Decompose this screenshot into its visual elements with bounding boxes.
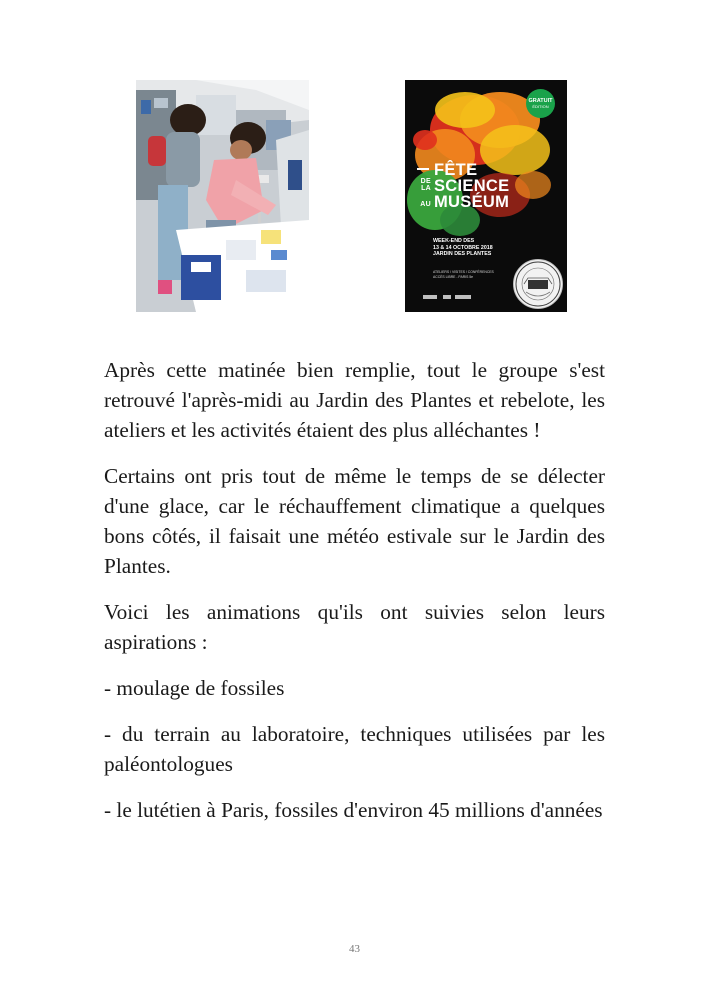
museum-seal-icon	[513, 259, 563, 309]
poster-title-line: FÊTE	[434, 161, 478, 179]
page-number: 43	[349, 943, 360, 955]
free-badge: GRATUIT ÉDITION	[526, 89, 555, 118]
sponsor-logos	[423, 293, 505, 301]
paragraph: Après cette matinée bien remplie, tout le groupe s'est retrouvé l'après-midi au Jardin des Plantes et rebelote, les ateliers et les activités étaient des plus alléchantes !	[104, 358, 605, 442]
paragraph: Certains ont pris tout de même le temps de se délecter d'une glace, car le réchauffement climatique a quelques bons côtés, il faisait une météo estivale sur le Jardin des Plantes.	[104, 464, 605, 578]
list-item: - moulage de fossiles	[104, 676, 285, 700]
event-poster	[405, 80, 567, 312]
paragraph: Voici les animations qu'ils ont suivies selon leurs aspirations :	[104, 600, 605, 654]
poster-title-line: DE LA SCIENCE	[420, 177, 510, 195]
poster-title	[414, 162, 564, 210]
list-item: - du terrain au laboratoire, techniques utilisées par les paléontologues	[104, 722, 605, 776]
poster-dates: WEEK-END DES 13 & 14 OCTOBRE 2018 JARDIN DES PLANTES	[433, 238, 493, 258]
poster-title-line: AU MUSÉUM	[420, 193, 510, 211]
list-item: - le lutétien à Paris, fossiles d'environ 45 millions d'années	[104, 798, 603, 822]
workshop-photo	[136, 80, 309, 312]
poster-info: ATELIERS / VISITES / CONFÉRENCES ACCÈS LIBRE - PARIS 5e	[433, 270, 494, 279]
body-text	[104, 355, 605, 841]
